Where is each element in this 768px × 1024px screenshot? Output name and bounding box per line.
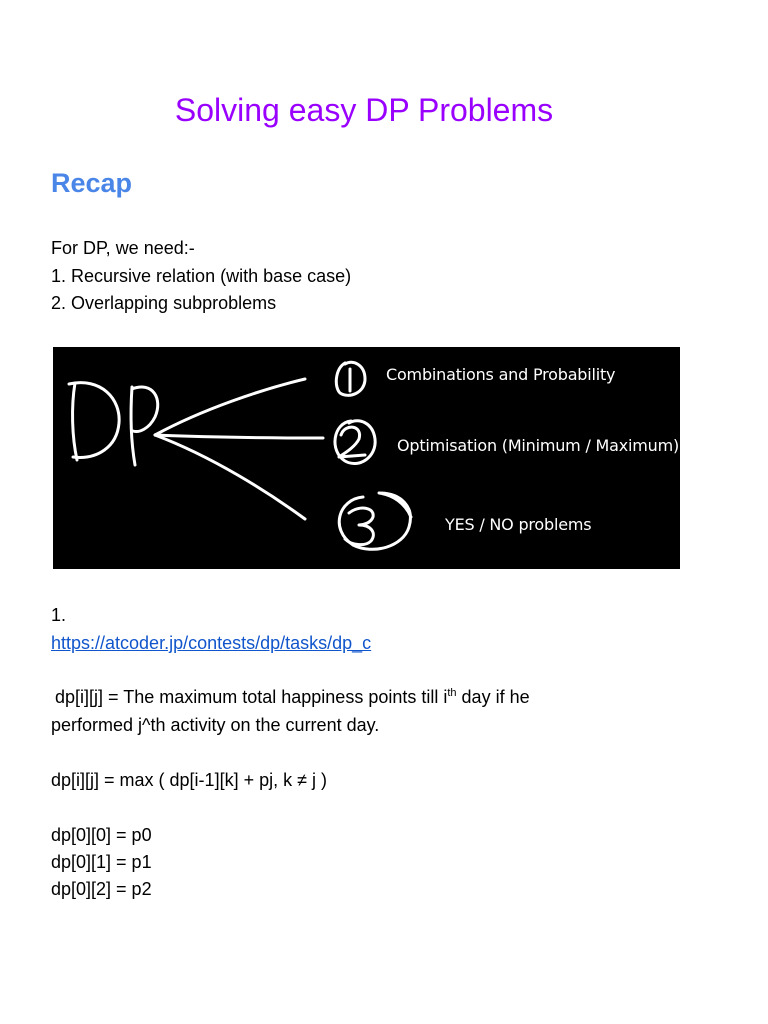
branch-line-3 [155,435,305,519]
problem-link[interactable]: https://atcoder.jp/contests/dp/tasks/dp_c [51,633,372,653]
problem-link-line [51,632,371,654]
base-case: dp[0][2] = p2 [51,879,152,899]
letter-p-stroke [131,387,135,465]
page-title: Solving easy DP Problems [174,92,554,128]
branch-label-yes-no: YES / NO problems [445,515,592,534]
definition-line-2: performed j^th activity on the current day. [51,715,380,735]
intro-text: For DP, we need:- [51,238,195,258]
definition-text-end: day if he [456,687,530,707]
recurrence-formula: dp[i][j] = max ( dp[i-1][k] + pj, k ≠ j ) [51,770,327,790]
problem-number: 1. [51,605,67,625]
branch-line-2 [155,435,323,438]
recap-heading: Recap [51,168,133,198]
branch-line-1 [155,379,305,435]
letter-d-stroke [73,383,77,460]
base-case: dp[0][1] = p1 [51,852,152,872]
branch-label-optimisation: Optimisation (Minimum / Maximum) [397,436,680,455]
number-two [339,427,365,457]
definition-superscript: th [447,687,457,699]
definition-text: dp[i][j] = The maximum total happiness points till i [55,687,448,707]
definition-line-1 [55,686,530,708]
dp-types-diagram [53,347,680,569]
number-three [345,508,373,545]
requirement-item: 1. Recursive relation (with base case) [51,266,352,286]
base-case: dp[0][0] = p0 [51,825,152,845]
letter-p-stroke [132,387,158,431]
letter-d-stroke [69,383,119,458]
branch-label-combinations: Combinations and Probability [386,365,616,384]
requirement-item: 2. Overlapping subproblems [51,293,277,313]
